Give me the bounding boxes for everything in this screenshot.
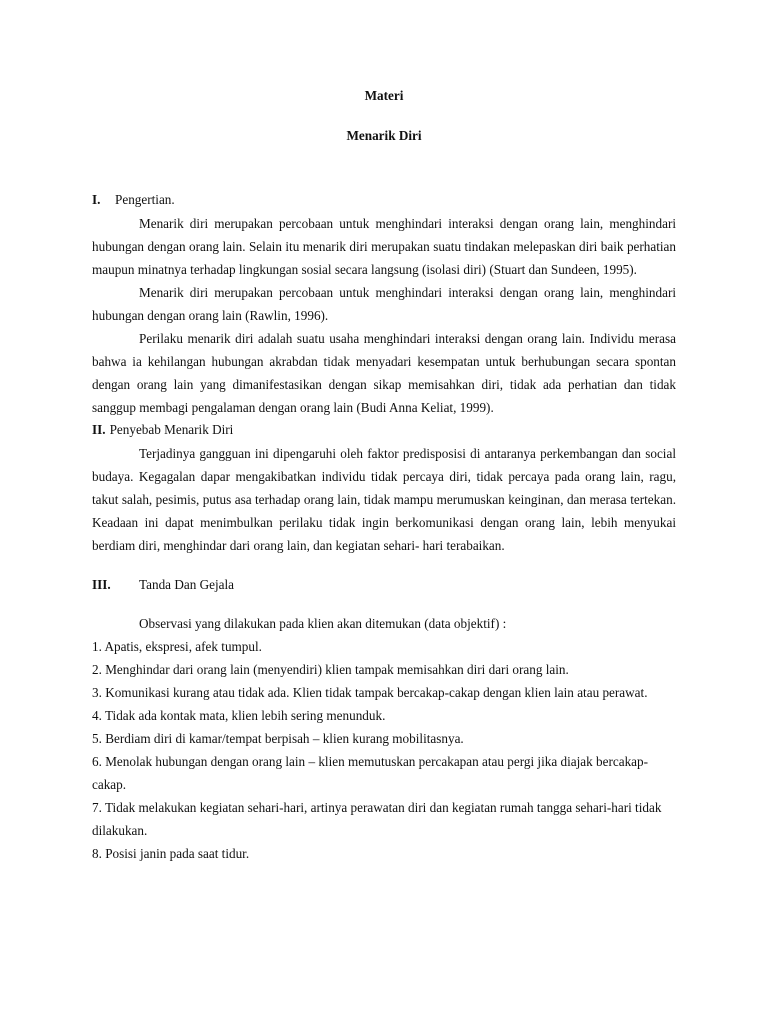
section-title: Pengertian. xyxy=(115,192,175,207)
document-body xyxy=(92,189,676,865)
list-item: 6. Menolak hubungan dengan orang lain – klien memutuskan percakapan atau pergi jika diajak bercakap-cakap. xyxy=(92,754,648,792)
section-title: Tanda Dan Gejala xyxy=(139,577,235,592)
paragraph: Observasi yang dilakukan pada klien akan ditemukan (data objektif) : xyxy=(139,616,507,631)
list-item: 8. Posisi janin pada saat tidur. xyxy=(92,846,250,861)
document-subtitle: Menarik Diri xyxy=(346,128,422,143)
section-number: I. xyxy=(92,192,101,207)
section-heading-3 xyxy=(92,574,676,596)
section-number: III. xyxy=(92,577,111,592)
paragraph: Menarik diri merupakan percobaan untuk menghindari interaksi dengan orang lain, menghindari hubungan dengan orang lain. Selain itu menarik diri merupakan suatu tindakan melepaskan diri baik perhatian maupun minatnya terhadap lingkungan sosial secara langsung (isolasi diri) (Stuart dan Sundeen, 1995). xyxy=(92,216,676,277)
section-heading-1 xyxy=(92,189,676,211)
paragraph: Terjadinya gangguan ini dipengaruhi oleh faktor predisposisi di antaranya perkembangan dan social budaya. Kegagalan dapar mengakibatkan individu tidak percaya diri, tidak percaya pada orang lain, ragu, takut salah, pesimis, putus asa terhadap orang lain, tidak mampu merumuskan keinginan, dan merasa tertekan. Keadaan ini dapat menimbulkan perilaku tidak ingin berkomunikasi dengan orang lain, lebih menyukai berdiam diri, menghindar dari orang lain, dan kegiatan sehari- hari terabaikan. xyxy=(92,446,676,553)
paragraph: Menarik diri merupakan percobaan untuk menghindari interaksi dengan orang lain, menghindari hubungan dengan orang lain (Rawlin, 1996). xyxy=(92,285,676,323)
list-item: 1. Apatis, ekspresi, afek tumpul. xyxy=(92,639,262,654)
list-item: 4. Tidak ada kontak mata, klien lebih sering menunduk. xyxy=(92,708,386,723)
paragraph: Perilaku menarik diri adalah suatu usaha menghindari interaksi dengan orang lain. Individu merasa bahwa ia kehilangan hubungan akrabdan tidak menyadari kesempatan untuk berhubungan secara spontan dengan orang lain yang dimanifestasikan dengan sikap memisahkan diri, tidak ada perhatian dan tidak sanggup membagi pengalaman dengan orang lain (Budi Anna Keliat, 1999). xyxy=(92,331,676,415)
section-title: Penyebab Menarik Diri xyxy=(109,422,234,437)
list-item: 7. Tidak melakukan kegiatan sehari-hari, artinya perawatan diri dan kegiatan rumah tangga sehari-hari tidak dilakukan. xyxy=(92,800,662,838)
list-item: 2. Menghindar dari orang lain (menyendiri) klien tampak memisahkan diri dari orang lain. xyxy=(92,662,569,677)
section-heading-2 xyxy=(92,419,676,441)
document-title: Materi xyxy=(364,88,404,103)
list-item: 5. Berdiam diri di kamar/tempat berpisah – klien kurang mobilitasnya. xyxy=(92,731,464,746)
list-item: 3. Komunikasi kurang atau tidak ada. Klien tidak tampak bercakap-cakap dengan klien lain atau perawat. xyxy=(92,685,648,700)
section-number: II. xyxy=(92,422,106,437)
